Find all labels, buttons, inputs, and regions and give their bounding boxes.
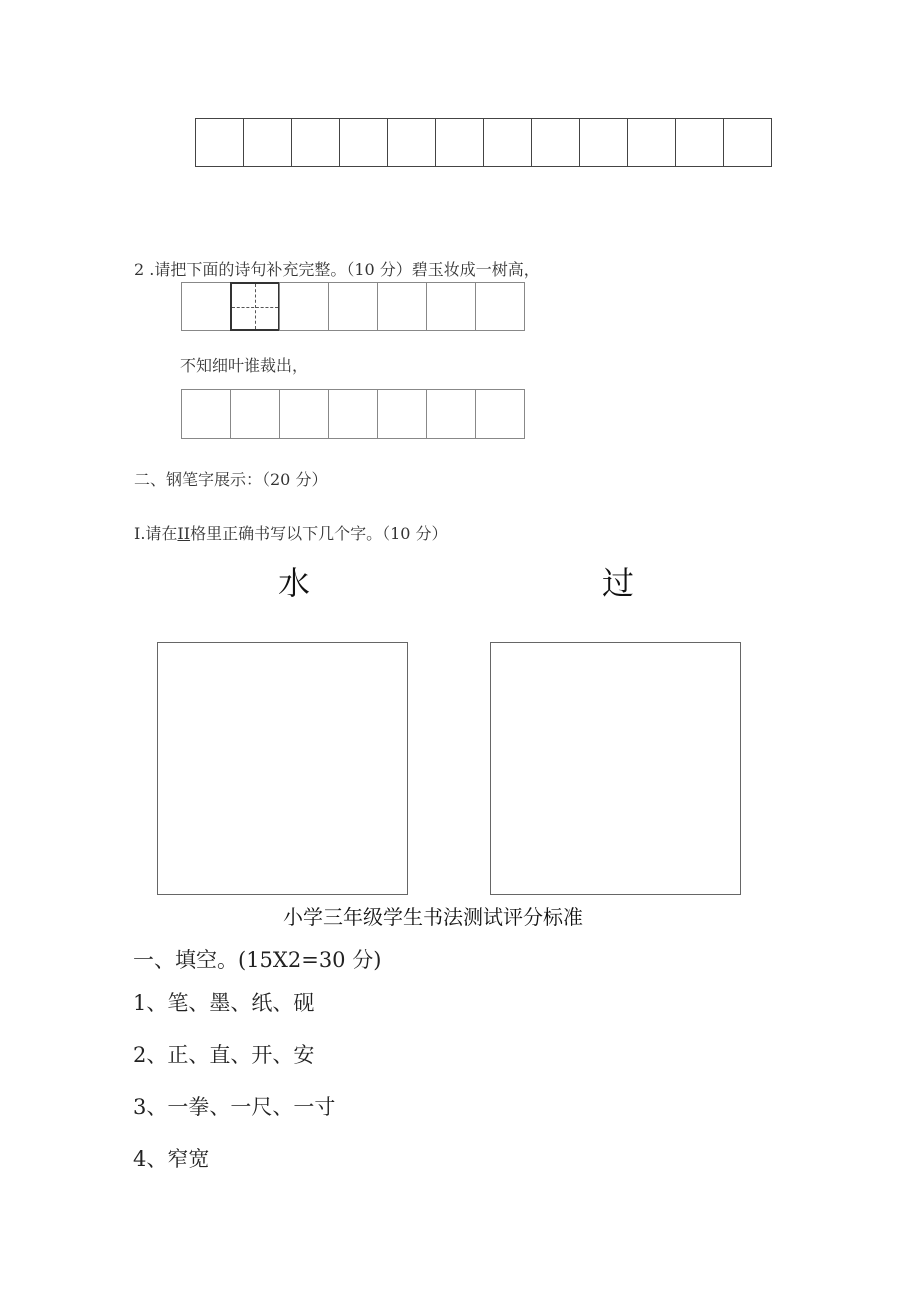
grid-cell[interactable] (377, 282, 427, 331)
top-writing-grid (195, 118, 772, 167)
grid-cell[interactable] (675, 118, 724, 167)
question-1-text (134, 521, 448, 544)
answer-item: 3、一拳、一尺、一寸 (133, 1095, 336, 1119)
grid-cell[interactable] (328, 282, 378, 331)
answer-section-1: 一、填空。(15X2=30 分) (133, 948, 382, 972)
grid-cell[interactable] (579, 118, 628, 167)
grid-cell-highlighted[interactable] (230, 282, 280, 331)
question-1-prefix: I.请在 (134, 524, 178, 543)
answer-item: 2、正、直、开、安 (133, 1043, 315, 1067)
section-2-heading: 二、钢笔字展示：（20 分） (134, 470, 328, 489)
grid-cell[interactable] (243, 118, 292, 167)
model-char-2: 过 (602, 564, 635, 602)
answer-item: 4、窄宽 (133, 1147, 210, 1171)
grid-cell[interactable] (531, 118, 580, 167)
answer-key-title: 小学三年级学生书法测试评分标准 (283, 905, 583, 929)
grid-cell[interactable] (181, 389, 231, 439)
tian-grid-line (255, 284, 256, 329)
grid-cell[interactable] (195, 118, 244, 167)
grid-word: II (177, 524, 191, 543)
question-1-suffix: 格里正确书写以下几个字。（10 分） (190, 524, 448, 543)
grid-cell[interactable] (291, 118, 340, 167)
question-number: 2 (134, 260, 145, 279)
question-2-prompt: .请把下面的诗句补充完整。（10 分）碧玉妆成一树高， (144, 260, 540, 279)
grid-cell[interactable] (230, 389, 280, 439)
grid-cell[interactable] (181, 282, 231, 331)
poem-grid-2 (181, 389, 525, 439)
grid-cell[interactable] (627, 118, 676, 167)
grid-cell[interactable] (387, 118, 436, 167)
grid-cell[interactable] (279, 389, 329, 439)
grid-cell[interactable] (475, 282, 525, 331)
poem-grid-1 (181, 282, 525, 331)
grid-cell[interactable] (426, 282, 476, 331)
grid-cell[interactable] (328, 389, 378, 439)
poem-line-2: 不知细叶谁裁出， (180, 356, 309, 375)
grid-cell[interactable] (426, 389, 476, 439)
answer-item: 1、笔、墨、纸、砚 (133, 991, 315, 1015)
writing-box-1[interactable] (157, 642, 408, 895)
grid-cell[interactable] (339, 118, 388, 167)
grid-cell[interactable] (723, 118, 772, 167)
grid-cell[interactable] (475, 389, 525, 439)
question-2-text (134, 257, 540, 280)
model-char-1: 水 (278, 564, 311, 602)
grid-cell[interactable] (377, 389, 427, 439)
grid-cell[interactable] (435, 118, 484, 167)
writing-box-2[interactable] (490, 642, 741, 895)
grid-cell[interactable] (483, 118, 532, 167)
grid-cell[interactable] (279, 282, 329, 331)
